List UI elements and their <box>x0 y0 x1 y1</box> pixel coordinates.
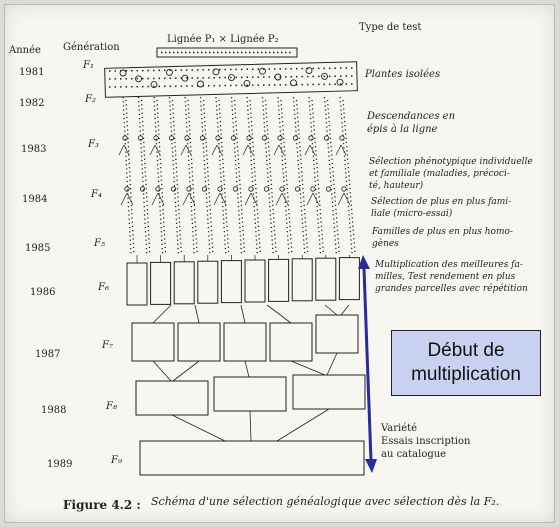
test-text: liale (micro-essai) <box>371 209 453 219</box>
test-text: grandes parcelles avec répétition <box>375 284 528 294</box>
test-text: Sélection phénotypique individuelle <box>369 157 533 167</box>
selected-line-marker <box>171 187 175 191</box>
lineage-line <box>309 97 321 255</box>
f8-f9-connectors <box>172 409 329 441</box>
f6-plots <box>127 255 359 305</box>
selected-line-marker <box>340 136 344 140</box>
lineage-line <box>325 97 337 255</box>
selected-plant-marker <box>136 76 142 82</box>
f8-plot <box>136 381 208 415</box>
lineage-line <box>266 100 277 255</box>
callout-line1: Début de <box>427 340 505 361</box>
test-text: té, hauteur) <box>369 181 424 191</box>
test-text: Sélection de plus en plus fami- <box>371 197 512 207</box>
selected-line-marker <box>324 136 328 140</box>
selected-line-marker <box>295 187 299 191</box>
f8-plot <box>293 375 365 409</box>
year-label: 1984 <box>22 194 48 205</box>
selection-diagram <box>5 5 554 522</box>
f6-plot <box>316 258 336 300</box>
lineage-line <box>340 97 352 255</box>
callout-box <box>391 330 541 396</box>
multiplication-arrow <box>364 269 371 461</box>
generation-label: F₄ <box>91 189 102 200</box>
branch-line <box>243 145 257 205</box>
branch-line <box>305 145 319 205</box>
year-label: 1985 <box>25 243 51 254</box>
header-type-test: Type de test <box>359 22 422 33</box>
generation-label: F₈ <box>106 401 117 412</box>
selected-plant-marker <box>120 70 126 76</box>
generation-label: F₂ <box>85 94 96 105</box>
selected-plant-marker <box>260 68 266 74</box>
selected-line-marker <box>342 187 346 191</box>
figure-frame <box>4 4 555 523</box>
f9-plot <box>140 441 364 475</box>
selected-line-marker <box>247 136 251 140</box>
branch-line <box>212 145 226 205</box>
f2-plants-row <box>109 68 353 71</box>
lineage-rows <box>119 97 355 255</box>
lineage-line <box>294 97 305 255</box>
year-label: 1989 <box>47 459 73 470</box>
generation-label: F₁ <box>83 60 94 71</box>
year-label: 1983 <box>21 144 47 155</box>
f6-plot <box>151 262 171 304</box>
f7-plot <box>178 323 220 361</box>
selected-line-marker <box>309 136 313 140</box>
selected-plant-marker <box>198 81 204 87</box>
selected-plant-marker <box>291 80 297 86</box>
f6-plot <box>174 262 194 304</box>
lineage-line <box>263 97 274 255</box>
selected-line-marker <box>231 136 235 140</box>
selected-plant-marker <box>213 69 219 75</box>
f2-plot-box <box>105 62 358 98</box>
selected-line-marker <box>233 187 237 191</box>
selected-line-marker <box>280 187 284 191</box>
selected-line-marker <box>293 136 297 140</box>
year-label: 1982 <box>19 98 45 109</box>
branch-line <box>181 145 195 205</box>
f6-plot <box>221 261 241 303</box>
test-text: et familiale (maladies, précoci- <box>369 169 510 179</box>
selected-line-marker <box>156 187 160 191</box>
selected-line-marker <box>262 136 266 140</box>
f6-f7-connectors <box>153 305 349 323</box>
lineage-line <box>297 100 308 255</box>
year-label: 1986 <box>30 287 56 298</box>
f2-plants-row <box>109 76 353 79</box>
year-label: 1981 <box>19 67 45 78</box>
selected-line-marker <box>249 187 253 191</box>
generation-label: F₆ <box>98 282 109 293</box>
year-label: 1987 <box>35 349 61 360</box>
f6-plot <box>292 259 312 301</box>
f2-plants-row <box>109 84 353 87</box>
selected-plant-marker <box>306 68 312 74</box>
f7-plot <box>132 323 174 361</box>
lineage-line <box>247 97 257 255</box>
callout-line2: multiplication <box>411 364 521 385</box>
f7-plot <box>316 315 358 353</box>
year-label: 1988 <box>41 405 67 416</box>
lineage-line <box>343 100 355 255</box>
lineage-line <box>278 97 289 255</box>
f6-plot <box>245 260 265 302</box>
test-text: au catalogue <box>381 449 447 460</box>
selected-line-marker <box>140 187 144 191</box>
selected-line-marker <box>278 136 282 140</box>
selected-line-marker <box>125 187 129 191</box>
selected-line-marker <box>218 187 222 191</box>
generation-label: F₇ <box>102 340 113 351</box>
generation-label: F₉ <box>111 455 122 466</box>
test-text: Familles de plus en plus homo- <box>372 227 513 237</box>
generation-label: F₅ <box>94 238 105 249</box>
selected-line-marker <box>326 187 330 191</box>
test-text: milles, Test rendement en plus <box>375 272 516 282</box>
generation-label: F₃ <box>88 139 99 150</box>
branch-line <box>119 145 133 205</box>
f6-plot <box>198 261 218 303</box>
test-text: Plantes isolées <box>365 69 441 80</box>
lineage-line <box>312 100 324 255</box>
header-lignee: Lignée P₁ × Lignée P₂ <box>167 34 279 45</box>
lineage-line <box>328 100 340 255</box>
selected-line-marker <box>202 187 206 191</box>
f6-plot <box>339 258 359 300</box>
lineage-line <box>250 100 260 255</box>
header-annee: Année <box>9 45 41 56</box>
branch-line <box>150 145 164 205</box>
f7-plot <box>224 323 266 361</box>
f8-plot <box>214 377 286 411</box>
branch-line <box>336 145 350 205</box>
branch-line <box>274 145 288 205</box>
test-text: épis à la ligne <box>367 124 438 135</box>
test-text: Multiplication des meilleures fa- <box>375 260 523 270</box>
test-text: Essais inscription <box>381 436 471 447</box>
test-text: Descendances en <box>367 111 456 122</box>
f6-plot <box>127 263 147 305</box>
selected-plant-marker <box>229 75 235 81</box>
arrow-head-down <box>365 459 377 473</box>
test-text: gènes <box>372 239 399 249</box>
f7-plot <box>270 323 312 361</box>
header-generation: Génération <box>63 42 120 53</box>
lineage-line <box>281 100 292 255</box>
caption-label: Figure 4.2 : <box>63 498 141 512</box>
selected-line-marker <box>187 187 191 191</box>
selected-line-marker <box>264 187 268 191</box>
f6-plot <box>269 259 289 301</box>
test-text: Variété <box>381 423 418 434</box>
caption-text: Schéma d'une sélection généalogique avec sélection dès la F₂. <box>151 495 500 508</box>
selected-line-marker <box>311 187 315 191</box>
